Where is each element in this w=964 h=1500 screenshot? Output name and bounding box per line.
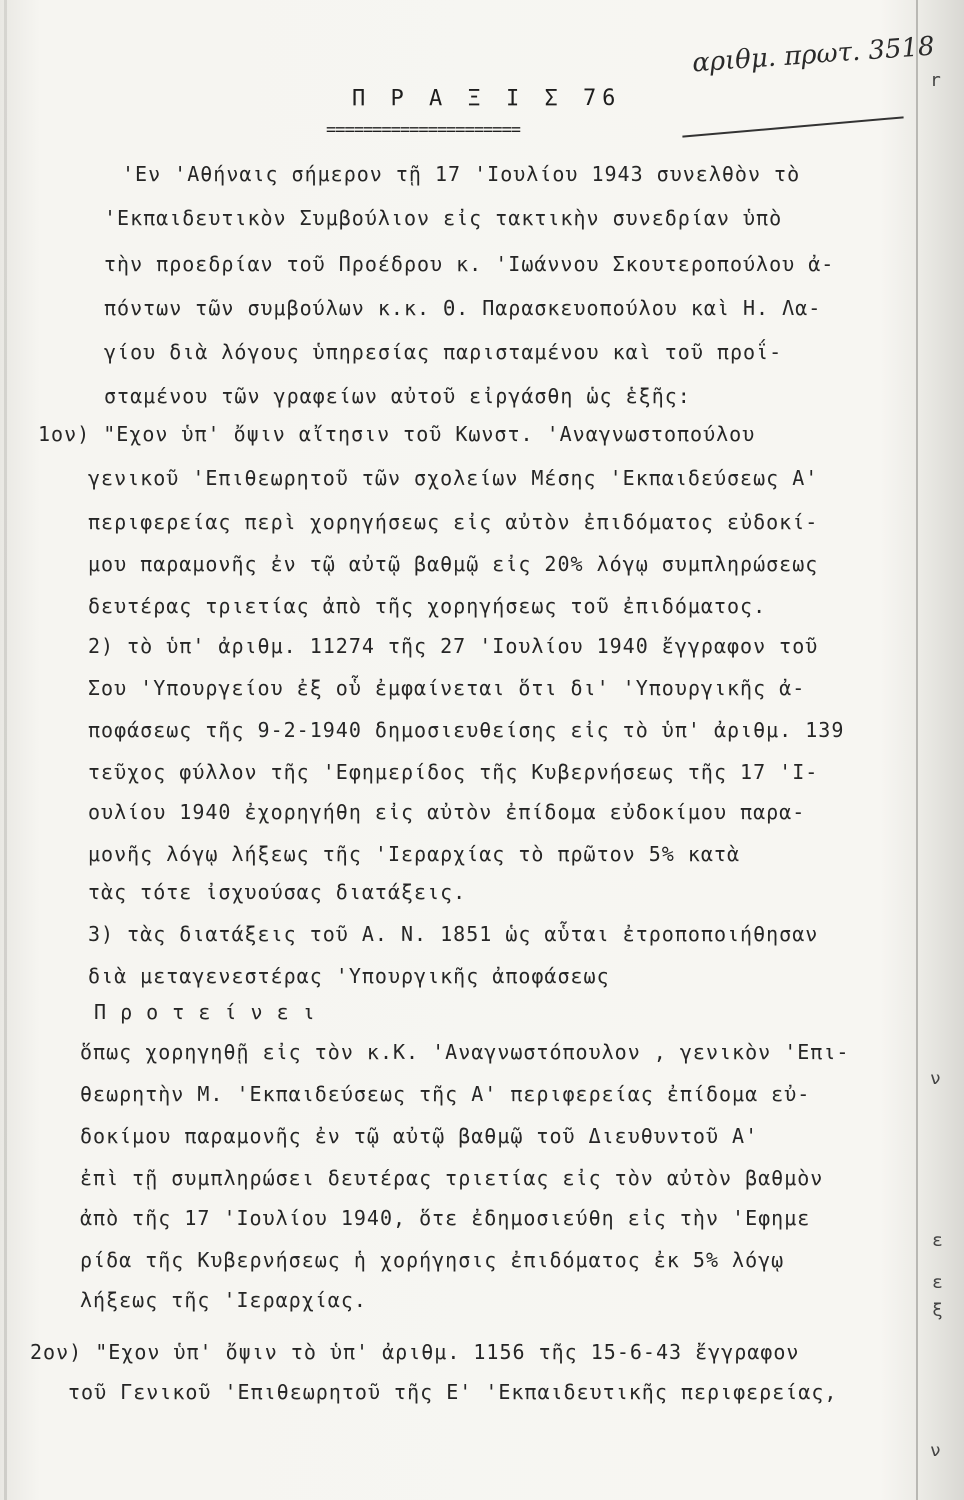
text-line: τὴν προεδρίαν τοῦ Προέδρου κ. 'Ιωάννου Σκουτεροπούλου ἀ- <box>104 252 835 276</box>
text-line: περιφερείας περὶ χορηγήσεως εἰς αὐτὸν ἐπιδόματος εὐδοκί- <box>88 510 819 534</box>
text-line: 'Εκπαιδευτικὸν Συμβούλιον εἰς τακτικὴν συνεδρίαν ὑπὸ <box>104 206 783 230</box>
text-line: 'Εν 'Αθήναις σήμερον τῇ 17 'Ιουλίου 1943 συνελθὸν τὸ <box>122 162 801 186</box>
text-line: μονῆς λόγῳ λήξεως τῆς 'Ιεραρχίας τὸ πρῶτον 5% κατὰ <box>88 842 741 866</box>
text-line: ρίδα τῆς Κυβερνήσεως ἡ χορήγησις ἐπιδόματος ἐκ 5% λόγῳ <box>80 1248 785 1272</box>
text-line: θεωρητὴν Μ. 'Εκπαιδεύσεως τῆς Α' περιφερείας ἐπίδομα εὐ- <box>80 1082 811 1106</box>
text-line: διὰ μεταγενεστέρας 'Υπουργικῆς ἀποφάσεως <box>88 964 610 988</box>
text-line: ουλίου 1940 ἐχορηγήθη εἰς αὐτὸν ἐπίδομα εὐδοκίμου παρα- <box>88 800 806 824</box>
text-line: σταμένου τῶν γραφείων αὐτοῦ εἰργάσθη ὡς ἑξῆς: <box>104 384 691 408</box>
text-line: πόντων τῶν συμβούλων κ.κ. Θ. Παρασκευοπούλου καὶ Η. Λα- <box>104 296 822 320</box>
section-heading: Π ρ ο τ ε ί ν ε ι <box>94 1000 316 1024</box>
text-line: τοῦ Γενικοῦ 'Επιθεωρητοῦ τῆς Ε' 'Εκπαιδευτικῆς περιφερείας, <box>68 1380 838 1404</box>
text-line: ἐπὶ τῇ συμπληρώσει δευτέρας τριετίας εἰς τὸν αὐτὸν βαθμὸν <box>80 1166 824 1190</box>
annotation-underline <box>682 116 903 137</box>
margin-mark: ε <box>932 1272 943 1293</box>
text-line: 2) τὸ ὑπ' ἀριθμ. 11274 τῆς 27 'Ιουλίου 1940 ἔγγραφον τοῦ <box>88 634 819 658</box>
text-line: ἀπὸ τῆς 17 'Ιουλίου 1940, ὅτε ἐδημοσιεύθη εἰς τὴν 'Εφημε <box>80 1206 811 1230</box>
text-line: δοκίμου παραμονῆς ἐν τῷ αὐτῷ βαθμῷ τοῦ Διευθυντοῦ Α' <box>80 1124 759 1148</box>
text-line: Σου 'Υπουργείου ἐξ οὗ ἐμφαίνεται ὅτι δι' 'Υπουργικῆς ἀ- <box>88 676 806 700</box>
text-line: ὅπως χορηγηθῇ εἰς τὸν κ.Κ. 'Αναγνωστόπουλον , γενικὸν 'Επι- <box>80 1040 850 1064</box>
margin-mark: ε <box>932 1230 943 1251</box>
text-line: δευτέρας τριετίας ἀπὸ τῆς χορηγήσεως τοῦ ἐπιδόματος. <box>88 594 767 618</box>
margin-mark: r <box>930 70 941 91</box>
text-line: 3) τὰς διατάξεις τοῦ Α. Ν. 1851 ὡς αὗται ἐτροποποιήθησαν <box>88 922 819 946</box>
binder-edge <box>4 0 7 1500</box>
text-line: ποφάσεως τῆς 9-2-1940 δημοσιευθείσης εἰς τὸ ὑπ' ἀριθμ. 139 <box>88 718 845 742</box>
page-edge-line <box>916 0 918 1500</box>
text-line: γενικοῦ 'Επιθεωρητοῦ τῶν σχολείων Μέσης 'Εκπαιδεύσεως Α' <box>88 466 819 490</box>
title-rule: ===================== <box>326 120 520 140</box>
text-line: τὰς τότε ἰσχυούσας διατάξεις. <box>88 880 467 904</box>
margin-mark: ν <box>930 1440 941 1461</box>
text-line: 1ον) "Εχον ὑπ' ὄψιν αἴτησιν τοῦ Κωνστ. 'Αναγνωστοπούλου <box>38 422 756 446</box>
margin-mark: ξ <box>932 1300 943 1321</box>
handwritten-annotation: αριθμ. πρωτ. 3518 <box>691 31 936 79</box>
text-line: λήξεως τῆς 'Ιεραρχίας. <box>80 1288 367 1312</box>
text-line: γίου διὰ λόγους ὑπηρεσίας παρισταμένου καὶ τοῦ προΐ- <box>104 340 783 364</box>
text-line: μου παραμονῆς ἐν τῷ αὐτῷ βαθμῷ εἰς 20% λόγῳ συμπληρώσεως <box>88 552 819 576</box>
document-title: Π Ρ Α Ξ Ι Σ 76 <box>352 86 622 111</box>
text-line: τεῦχος φύλλον τῆς 'Εφημερίδος τῆς Κυβερνήσεως τῆς 17 'Ι- <box>88 760 819 784</box>
text-line: 2ον) "Εχον ὑπ' ὄψιν τὸ ὑπ' ἀριθμ. 1156 τῆς 15-6-43 ἔγγραφον <box>30 1340 800 1364</box>
margin-mark: ν <box>930 1068 941 1089</box>
